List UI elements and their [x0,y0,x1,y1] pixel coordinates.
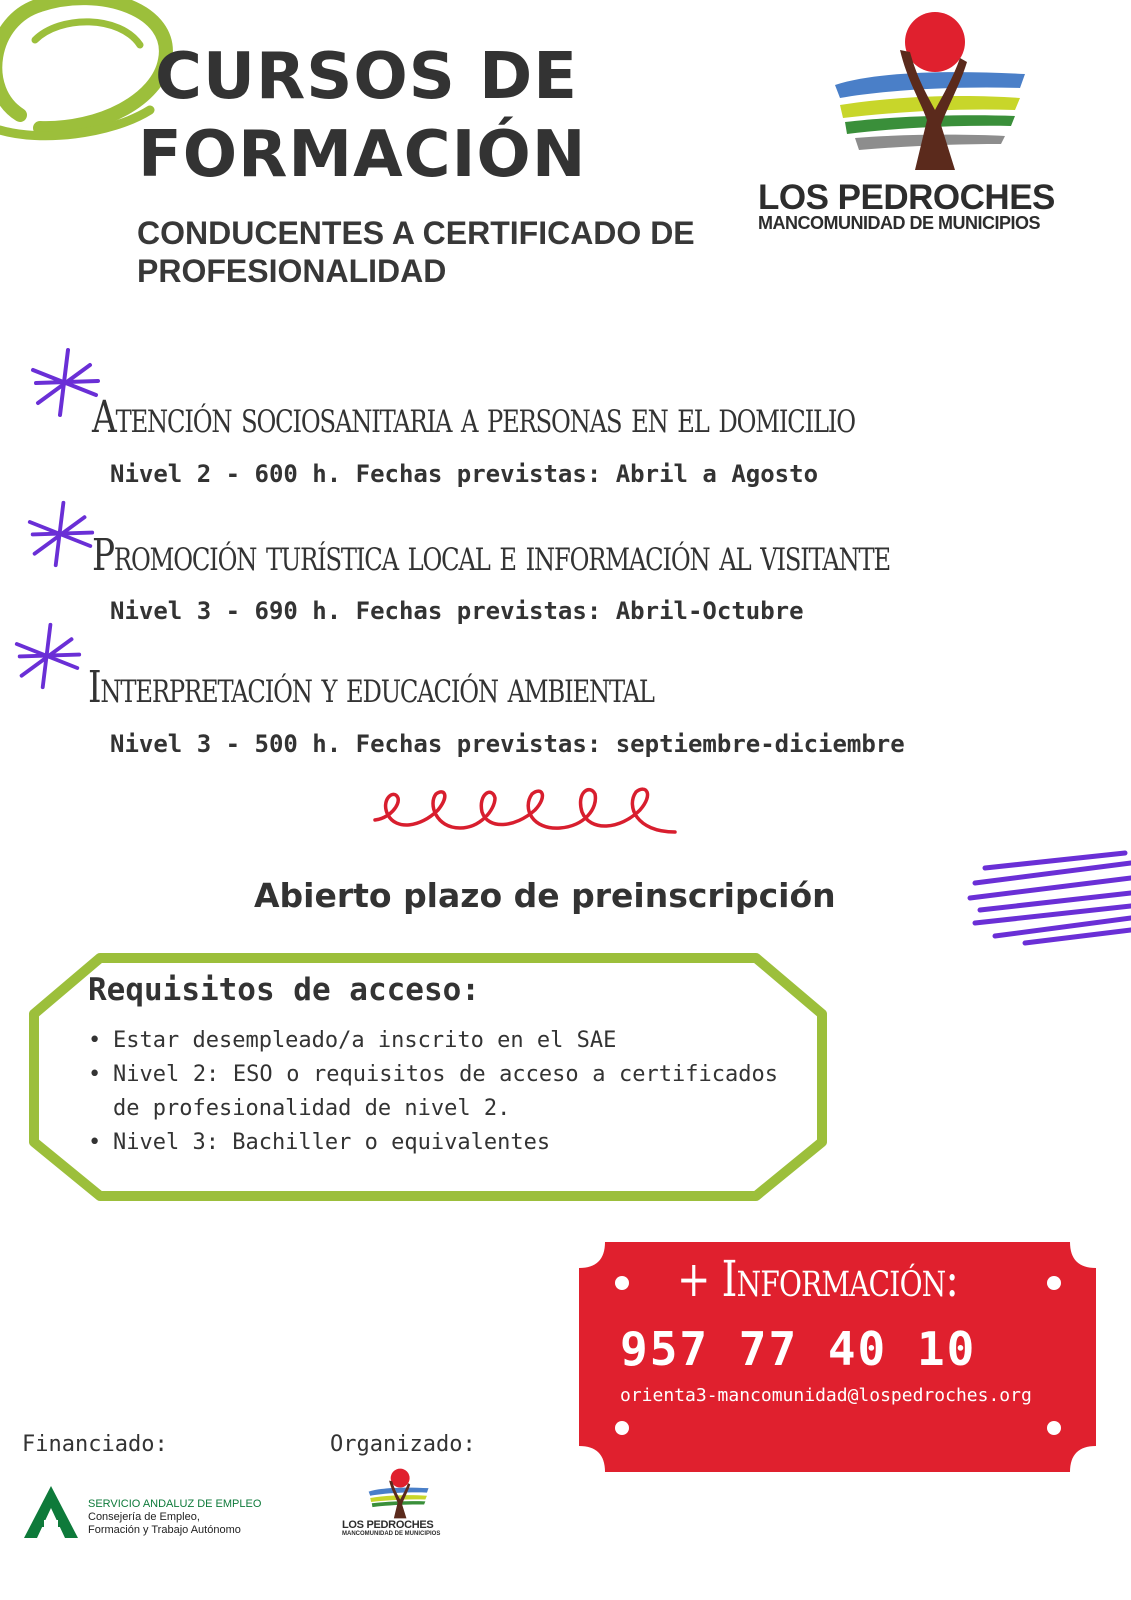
course-title-2: Promoción turística local e información al visitante [92,530,891,581]
sae-name: SERVICIO ANDALUZ DE EMPLEO [88,1498,262,1510]
info-phone[interactable]: 957 77 40 10 [620,1322,977,1376]
small-pedroches-logo [340,1468,455,1543]
course-detail-2: Nivel 3 - 690 h. Fechas previstas: Abril-Octubre [110,597,804,625]
small-tree-logo-icon [362,1468,432,1520]
organizado-label: Organizado: [330,1432,476,1457]
course-title-1: Atención sociosanitaria a personas en el domicilio [92,392,855,443]
los-pedroches-logo [755,10,1105,235]
requirement-item: • Nivel 2: ESO o requisitos de acceso a certificados de profesionalidad de nivel 2. [88,1058,778,1126]
junta-andalucia-icon [22,1484,80,1540]
sae-line-3: Formación y Trabajo Autónomo [88,1524,241,1536]
red-loops-decoration [370,780,690,850]
requirement-item: • Nivel 3: Bachiller o equivalentes [88,1126,778,1160]
course-detail-1: Nivel 2 - 600 h. Fechas previstas: Abril a Agosto [110,460,819,488]
sae-line-2: Consejería de Empleo, [88,1511,200,1523]
preinscripcion-notice: Abierto plazo de preinscripción [254,876,836,915]
small-logo-name: LOS PEDROCHES [342,1519,434,1531]
page-subtitle: CONDUCENTES A CERTIFICADO DE PROFESIONALIDAD [137,215,695,289]
requirement-item: • Estar desempleado/a inscrito en el SAE [88,1024,778,1058]
logo-name: LOS PEDROCHES [758,178,1055,217]
star-bullet-icon [12,620,84,692]
sae-logo [22,1484,282,1544]
info-email[interactable]: orienta3-mancomunidad@lospedroches.org [620,1385,1032,1406]
page-title-line-2: FORMACIÓN [138,118,587,192]
logo-tagline: MANCOMUNIDAD DE MUNICIPIOS [758,213,1040,233]
requirements-heading: Requisitos de acceso: [88,972,480,1008]
info-label: + Información: [677,1250,959,1308]
course-title-3: Interpretación y educación ambiental [88,662,654,713]
star-bullet-icon [25,498,97,570]
financiado-label: Financiado: [22,1432,168,1457]
purple-scribble-decoration [965,848,1131,948]
page-title-line-1: CURSOS DE [155,40,578,114]
requirements-list [88,1024,778,1160]
course-detail-3: Nivel 3 - 500 h. Fechas previstas: septiembre-diciembre [110,730,905,758]
small-logo-tagline: MANCOMUNIDAD DE MUNICIPIOS [342,1531,441,1537]
tree-logo-icon [815,10,1035,175]
